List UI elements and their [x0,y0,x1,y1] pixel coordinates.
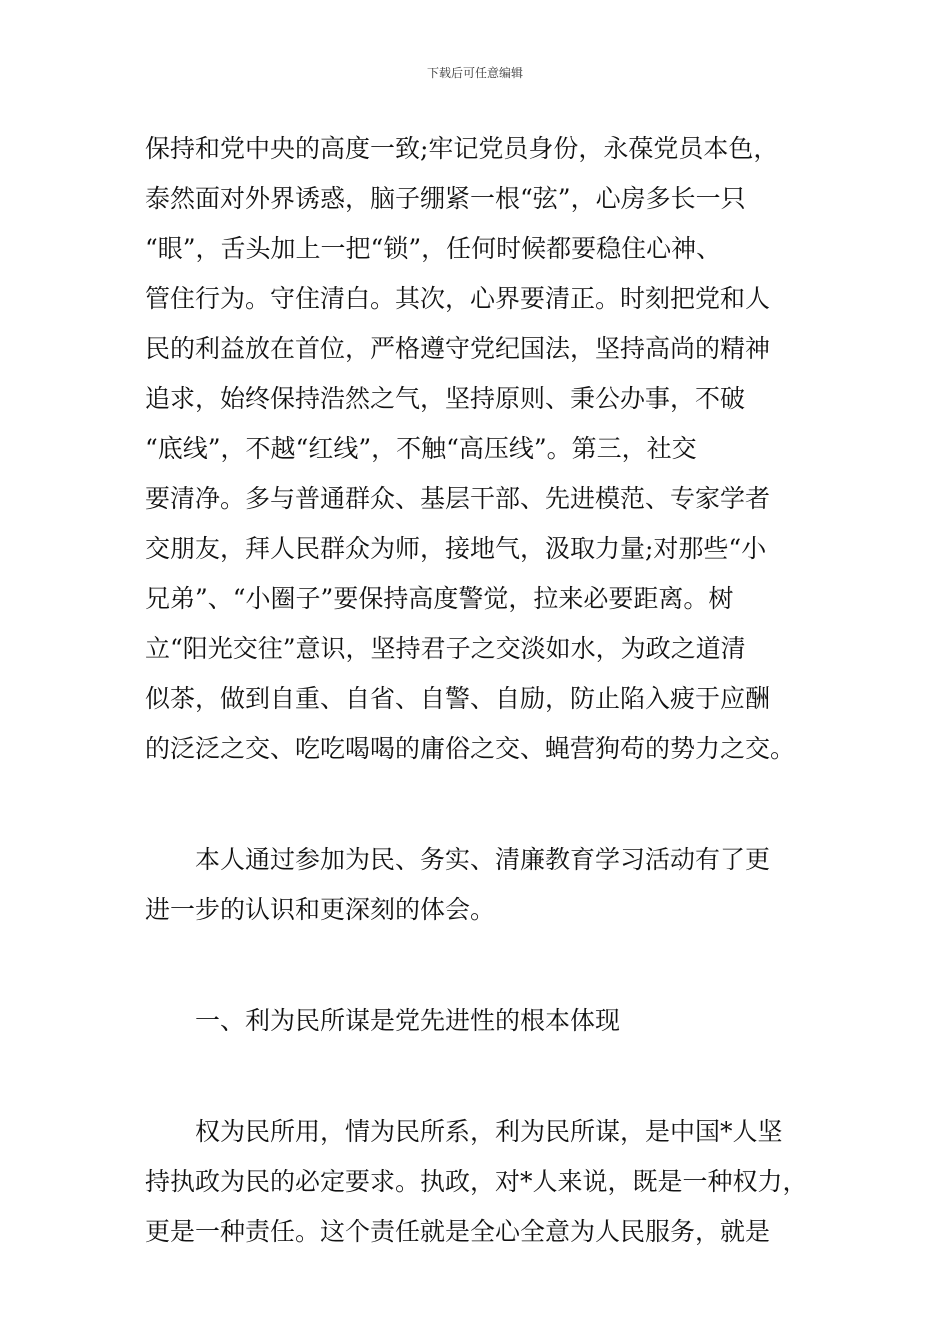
paragraph [145,835,815,935]
text-line: 本人通过参加为民、务实、清廉教育学习活动有了更 [195,845,771,874]
paragraph-spacer [145,935,815,996]
text-line: 保持和党中央的高度一致;牢记党员身份，永葆党员本色， [145,134,779,163]
text-line: 似茶，做到自重、自省、自警、自励，防止陷入疲于应酬 [145,684,771,713]
text-line: 追求，始终保持浩然之气，坚持原则、秉公办事，不破 [145,384,746,413]
text-line: 兄弟”、“小圈子”要保持高度警觉，拉来必要距离。树 [145,584,734,613]
text-line: 的泛泛之交、吃吃喝喝的庸俗之交、蝇营狗苟的势力之交。 [145,734,796,763]
page-header: 下载后可任意编辑 [426,66,523,80]
text-line: 立“阳光交往”意识，坚持君子之交淡如水，为政之道清 [145,634,746,663]
paragraph-spacer [145,1046,815,1107]
text-line: 管住行为。守住清白。其次，心界要清正。时刻把党和人 [145,284,771,313]
text-line: “眼”，舌头加上一把“锁”，任何时候都要稳住心神、 [145,234,722,263]
text-line: 交朋友，拜人民群众为师，接地气，汲取力量;对那些“小 [145,534,767,563]
paragraph-spacer [145,774,815,835]
text-line: 持执政为民的必定要求。执政，对*人来说，既是一种权力， [145,1167,808,1196]
text-line: 民的利益放在首位，严格遵守党纪国法，坚持高尚的精神 [145,334,771,363]
text-line: 更是一种责任。这个责任就是全心全意为人民服务，就是 [145,1217,771,1246]
text-line: 权为民所用，情为民所系，利为民所谋，是中国*人坚 [195,1117,783,1146]
text-line: 泰然面对外界诱惑，脑子绷紧一根“弦”，心房多长一只 [145,184,746,213]
document-body [145,124,815,1257]
heading-line: 一、利为民所谋是党先进性的根本体现 [195,1006,621,1035]
section-heading [145,996,815,1046]
text-line: “底线”，不越“红线”，不触“高压线”。第三，社交 [145,434,697,463]
paragraph [145,1107,815,1257]
text-line: 要清净。多与普通群众、基层干部、先进模范、专家学者 [145,484,771,513]
paragraph [145,124,815,774]
text-line: 进一步的认识和更深刻的体会。 [145,895,496,924]
